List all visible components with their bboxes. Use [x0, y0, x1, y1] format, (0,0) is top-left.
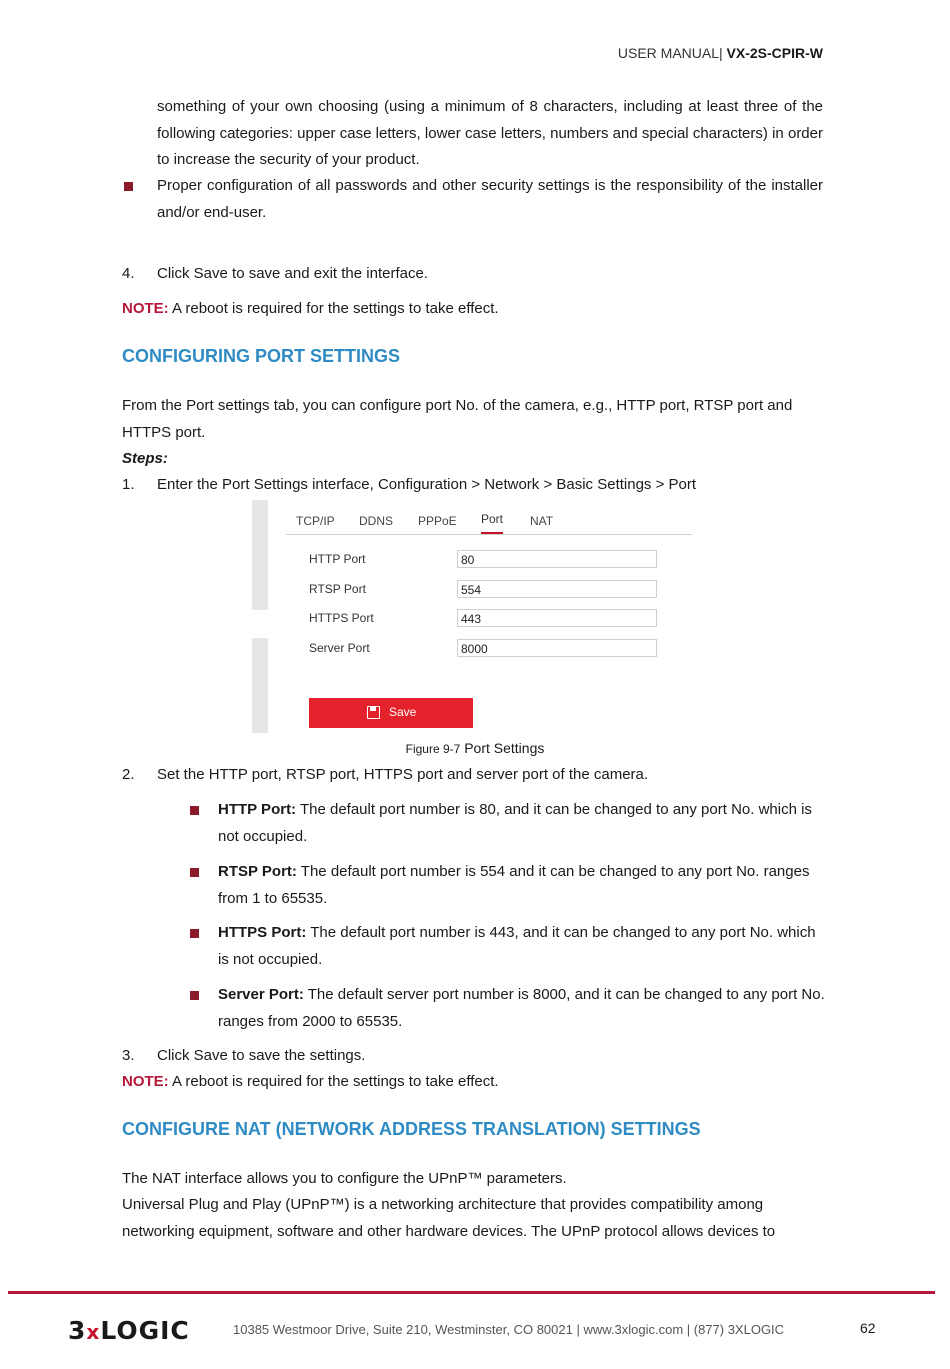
- save-disk-icon: [367, 706, 380, 719]
- https-port-desc: The default port number is 443, and it can be changed to any port No. which is not occupied.: [218, 924, 816, 968]
- port-settings-intro: From the Port settings tab, you can configure port No. of the camera, e.g., HTTP port, RTSP port and HTTPS port.: [122, 397, 793, 441]
- tab-ddns[interactable]: DDNS: [359, 514, 394, 528]
- rtsp-port-item: [218, 859, 828, 912]
- company-logo: [68, 1316, 190, 1345]
- nat-intro-line-1: The NAT interface allows you to configure the UPnP™ parameters.: [122, 1170, 567, 1187]
- server-port-input[interactable]: 8000: [457, 639, 657, 657]
- steps-label: Steps:: [122, 450, 168, 467]
- figure-left-panel: [252, 500, 268, 610]
- bullet-square-icon: [190, 991, 199, 1000]
- logo-digit: 3: [68, 1316, 87, 1345]
- logo-x: x: [86, 1320, 101, 1344]
- intro-continuation: something of your own choosing (using a minimum of 8 characters, including at least three of the following categories: upper case letters, lower case letters, numbers and special characters) in order to increase the security of your product.: [157, 98, 823, 168]
- bullet-square-icon: [190, 868, 199, 877]
- http-port-input[interactable]: 80: [457, 550, 657, 568]
- step-1-text: Enter the Port Settings interface, Configuration > Network > Basic Settings > Port: [157, 476, 697, 493]
- logo-word: LOGIC: [100, 1316, 190, 1345]
- note-2: [122, 1069, 499, 1095]
- server-port-desc: The default server port number is 8000, and it can be changed to any port No. ranges from 2000 to 65535.: [218, 986, 825, 1030]
- bullet-square-icon: [124, 182, 133, 191]
- page-number: 62: [860, 1320, 876, 1336]
- section-heading-nat-settings: CONFIGURE NAT (NETWORK ADDRESS TRANSLATION) SETTINGS: [122, 1119, 701, 1139]
- note-2-text: A reboot is required for the settings to take effect.: [168, 1073, 499, 1090]
- nat-intro-line-2: Universal Plug and Play (UPnP™) is a networking architecture that provides compatibility among: [122, 1196, 764, 1213]
- https-port-item: [218, 920, 828, 973]
- rtsp-port-input[interactable]: 554: [457, 580, 657, 598]
- server-port-item: [218, 982, 828, 1035]
- figure-left-panel-lower: [252, 638, 268, 733]
- note-1-label: NOTE:: [122, 300, 169, 317]
- network-tabs: [286, 510, 692, 535]
- rtsp-port-label: RTSP Port: [309, 582, 366, 596]
- note-2-label: NOTE:: [122, 1073, 169, 1090]
- save-button-label: Save: [389, 705, 417, 719]
- step-3-number: 3.: [122, 1047, 135, 1064]
- https-port-term: HTTPS Port:: [218, 924, 307, 941]
- rtsp-port-desc: The default port number is 554 and it can be changed to any port No. ranges from 1 to 65535.: [218, 863, 810, 907]
- server-port-label: Server Port: [309, 641, 370, 655]
- step-4-text: Click Save to save and exit the interface.: [157, 265, 428, 282]
- section-heading-port-settings: CONFIGURING PORT SETTINGS: [122, 346, 401, 366]
- step-3-text: Click Save to save the settings.: [157, 1047, 366, 1064]
- note-1-text: A reboot is required for the settings to take effect.: [168, 300, 499, 317]
- nat-intro-line-3: networking equipment, software and other hardware devices. The UPnP protocol allows devices to: [122, 1223, 776, 1240]
- note-1: [122, 296, 499, 322]
- bullet-square-icon: [190, 806, 199, 815]
- rtsp-port-term: RTSP Port:: [218, 863, 297, 880]
- figure-caption: [0, 740, 950, 756]
- http-port-term: HTTP Port:: [218, 801, 297, 818]
- figure-number: Figure 9-7: [405, 742, 461, 756]
- https-port-label: HTTPS Port: [309, 611, 374, 625]
- tab-nat[interactable]: NAT: [530, 514, 554, 528]
- server-port-term: Server Port:: [218, 986, 304, 1003]
- port-settings-figure: [252, 500, 692, 733]
- step-1-number: 1.: [122, 476, 135, 493]
- bullet-square-icon: [190, 929, 199, 938]
- tab-tcpip[interactable]: TCP/IP: [296, 514, 335, 528]
- step-2-number: 2.: [122, 766, 135, 783]
- running-header: [618, 45, 823, 61]
- step-2-text: Set the HTTP port, RTSP port, HTTPS port and server port of the camera.: [157, 766, 649, 783]
- header-prefix: USER MANUAL|: [617, 45, 723, 61]
- http-port-label: HTTP Port: [309, 552, 366, 566]
- tab-pppoe[interactable]: PPPoE: [418, 514, 457, 528]
- http-port-desc: The default port number is 80, and it can be changed to any port No. which is not occupied.: [218, 801, 812, 845]
- footer-divider: [8, 1291, 935, 1294]
- https-port-input[interactable]: 443: [457, 609, 657, 627]
- figure-caption-text: Port Settings: [460, 740, 545, 756]
- tab-port[interactable]: Port: [481, 512, 503, 534]
- header-model: VX-2S-CPIR-W: [726, 45, 823, 61]
- http-port-item: [218, 797, 828, 850]
- save-button[interactable]: [309, 698, 473, 728]
- footer-contact: 10385 Westmoor Drive, Suite 210, Westminster, CO 80021 | www.3xlogic.com | (877) 3XLOGIC: [233, 1322, 785, 1337]
- security-bullet-text: Proper configuration of all passwords and other security settings is the responsibility of the installer and/or end-user.: [157, 177, 823, 221]
- step-4-number: 4.: [122, 265, 135, 282]
